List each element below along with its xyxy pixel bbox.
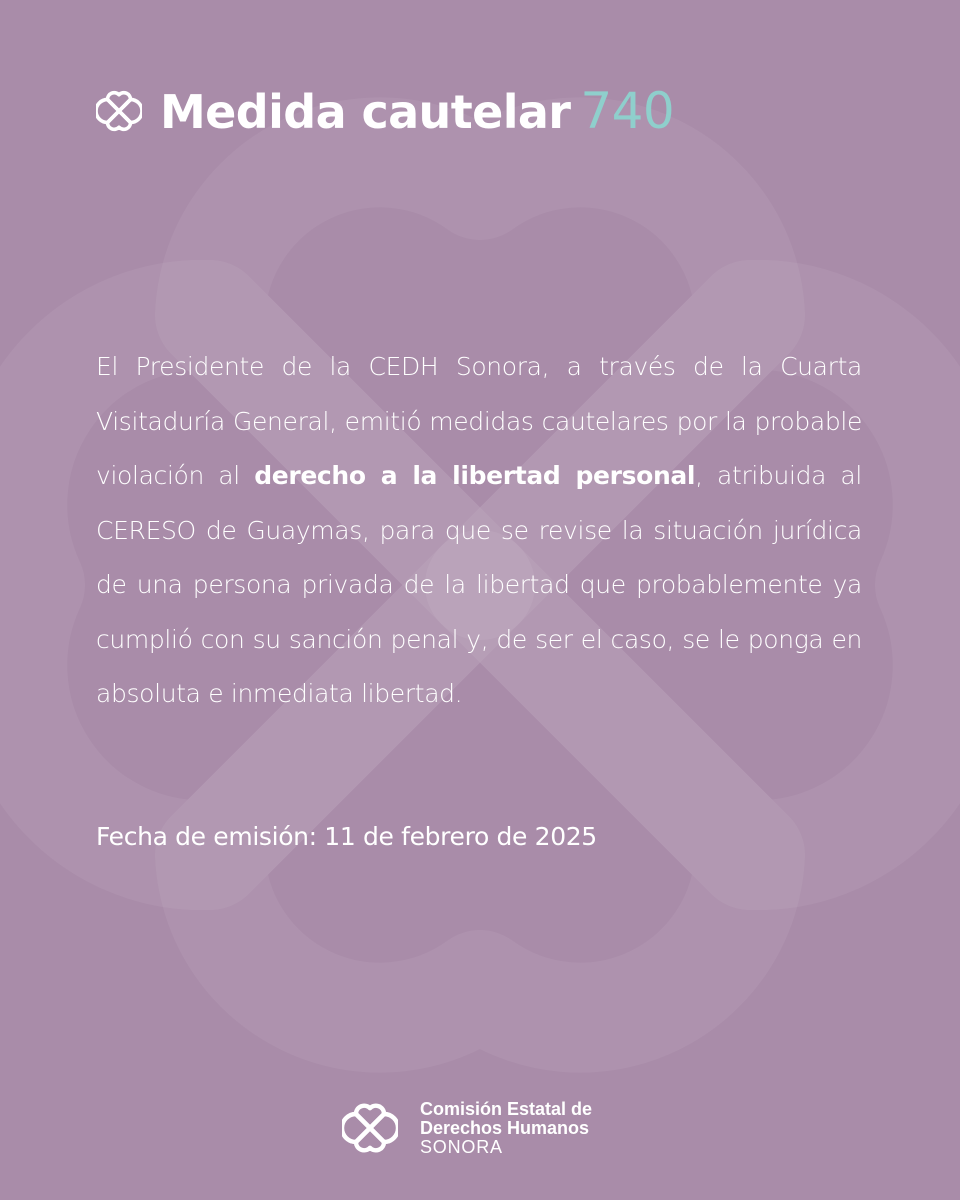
paragraph-bold-text: derecho a la libertad personal xyxy=(254,461,696,490)
organization-state: SONORA xyxy=(420,1136,503,1157)
title-prefix: Medida cautelar xyxy=(160,85,571,139)
header xyxy=(96,78,674,144)
issue-date: Fecha de emisión: 11 de febrero de 2025 xyxy=(96,822,597,851)
footer-logo xyxy=(342,1100,592,1157)
body-paragraph xyxy=(96,340,862,722)
organization-line-2: Derechos Humanos xyxy=(420,1117,590,1138)
knot-logo-icon xyxy=(342,1100,398,1156)
paragraph-text-before: El Presidente de la CEDH Sonora, a través de la Cuarta Visitaduría General, emitió medidas cautelares por la probable violación al xyxy=(96,352,862,490)
page-title xyxy=(160,82,675,140)
knot-logo-icon xyxy=(96,88,142,134)
organization-name xyxy=(420,1100,592,1157)
paragraph-text-after: , atribuida al CERESO de Guaymas, para que se revise la situación jurídica de una persona privada de la libertad que probablemente ya cumplió con su sanción penal y, de ser el caso, se le ponga en absoluta e inmediata libertad. xyxy=(96,461,862,708)
organization-line-1: Comisión Estatal de xyxy=(420,1099,593,1119)
title-number: 740 xyxy=(580,82,675,140)
